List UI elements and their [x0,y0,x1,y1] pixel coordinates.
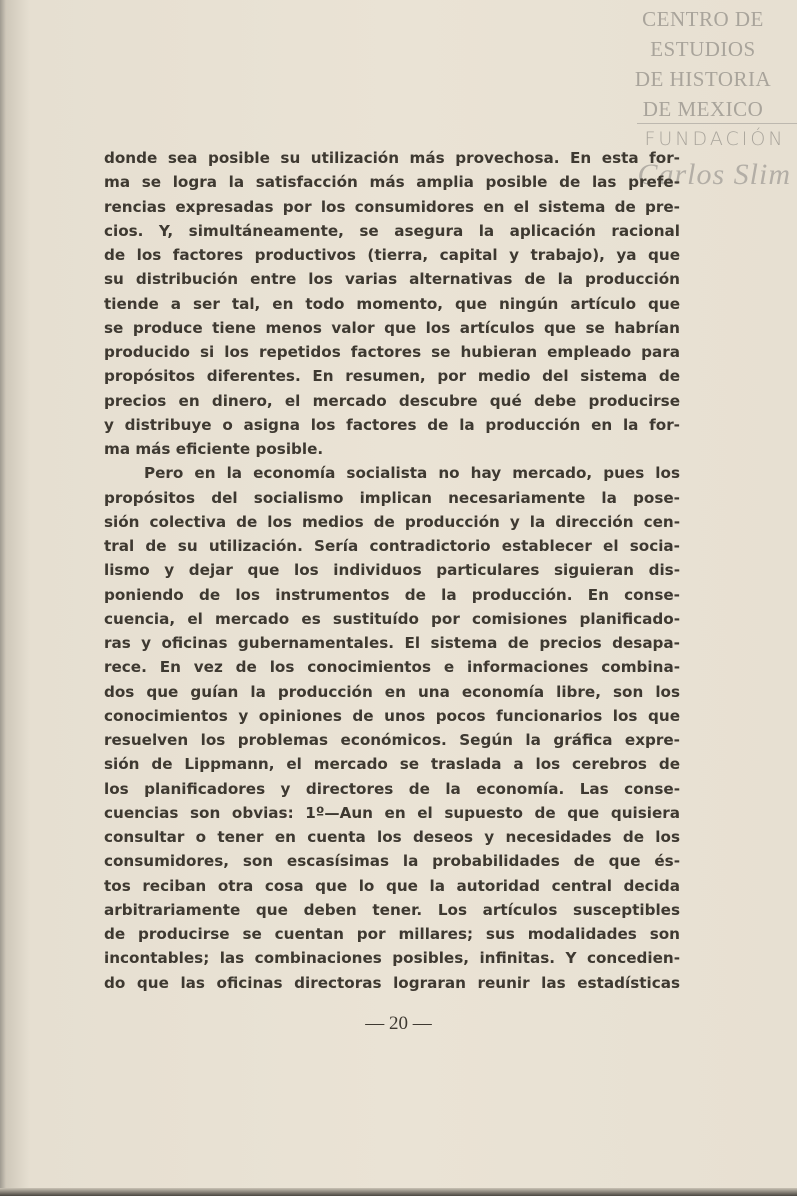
text-line: los planificadores y directores de la economía. Las conse- [104,779,680,798]
text-line: y distribuye o asigna los factores de la producción en la for- [104,415,680,434]
text-line: producido si los repetidos factores se hubieran empleado para [104,343,680,361]
text-line: su distribución entre los varias alternativas de la producción [104,270,680,289]
text-line: rece. En vez de los conocimientos e informaciones combina- [104,658,680,677]
text-line: cios. Y, simultáneamente, se asegura la aplicación racional [104,221,680,240]
text-line: poniendo de los instrumentos de la producción. En conse- [104,585,680,604]
text-line: ma se logra la satisfacción más amplia posible de las prefe- [104,173,680,192]
text-line: tos reciban otra cosa que lo que la autoridad central decida [104,876,680,895]
text-line: consumidores, son escasísimas la probabilidades de que és- [104,852,680,871]
page-body-text [104,146,680,995]
text-line: ma más eficiente posible. [104,440,324,458]
text-line: do que las oficinas directoras lograran reunir las estadísticas [104,973,680,992]
text-line: se produce tiene menos valor que los artículos que se habrían [104,318,680,337]
text-line: donde sea posible su utilización más provechosa. En esta for- [104,149,680,167]
watermark-fundacion: FUNDACIÓN [644,128,786,150]
text-line: ras y oficinas gubernamentales. El sistema de precios desapa- [104,634,680,652]
watermark-line: DE MEXICO [642,97,764,121]
text-line: Pero en la economía socialista no hay mercado, pues los [144,464,680,483]
text-line: sión de Lippmann, el mercado se traslada a los cerebros de [104,755,680,774]
text-line: incontables; las combinaciones posibles, infinitas. Y concedien- [104,949,680,968]
watermark-line: ESTUDIOS [650,37,756,61]
watermark-institution [623,4,783,124]
text-line: tral de su utilización. Sería contradictorio establecer el socia- [104,537,680,555]
watermark-line: DE HISTORIA [634,67,772,91]
text-line: conocimientos y opiniones de unos pocos funcionarios los que [104,706,680,725]
text-line: propósitos del socialismo implican necesariamente la pose- [104,488,680,507]
text-line: sión colectiva de los medios de producción y la dirección cen- [104,512,680,531]
text-line: arbitrariamente que deben tener. Los artículos susceptibles [104,900,680,919]
watermark-line: CENTRO DE [642,7,764,31]
page-bottom-edge [0,1188,797,1196]
text-line: rencias expresadas por los consumidores en el sistema de pre- [104,197,680,216]
text-line: de producirse se cuentan por millares; sus modalidades son [104,925,680,943]
text-line: cuencia, el mercado es sustituído por comisiones planificado- [104,609,680,628]
text-line: propósitos diferentes. En resumen, por medio del sistema de [104,367,680,386]
page-number: — 20 — [365,1013,432,1034]
text-line: precios en dinero, el mercado descubre qué debe producirse [104,391,680,410]
watermark-signature: Carlos Slim [637,158,791,191]
text-line: lismo y dejar que los individuos particulares siguieran dis- [104,561,680,580]
text-line: dos que guían la producción en una economía libre, son los [104,682,680,701]
watermark-divider [637,123,797,124]
text-line: de los factores productivos (tierra, capital y trabajo), ya que [104,246,680,264]
text-line: tiende a ser tal, en todo momento, que ningún artículo que [104,294,680,313]
text-line: resuelven los problemas económicos. Según la gráfica expre- [104,731,680,749]
text-line: cuencias son obvias: 1º—Aun en el supuesto de que quisiera [104,803,680,822]
text-line: consultar o tener en cuenta los deseos y necesidades de los [104,828,680,846]
